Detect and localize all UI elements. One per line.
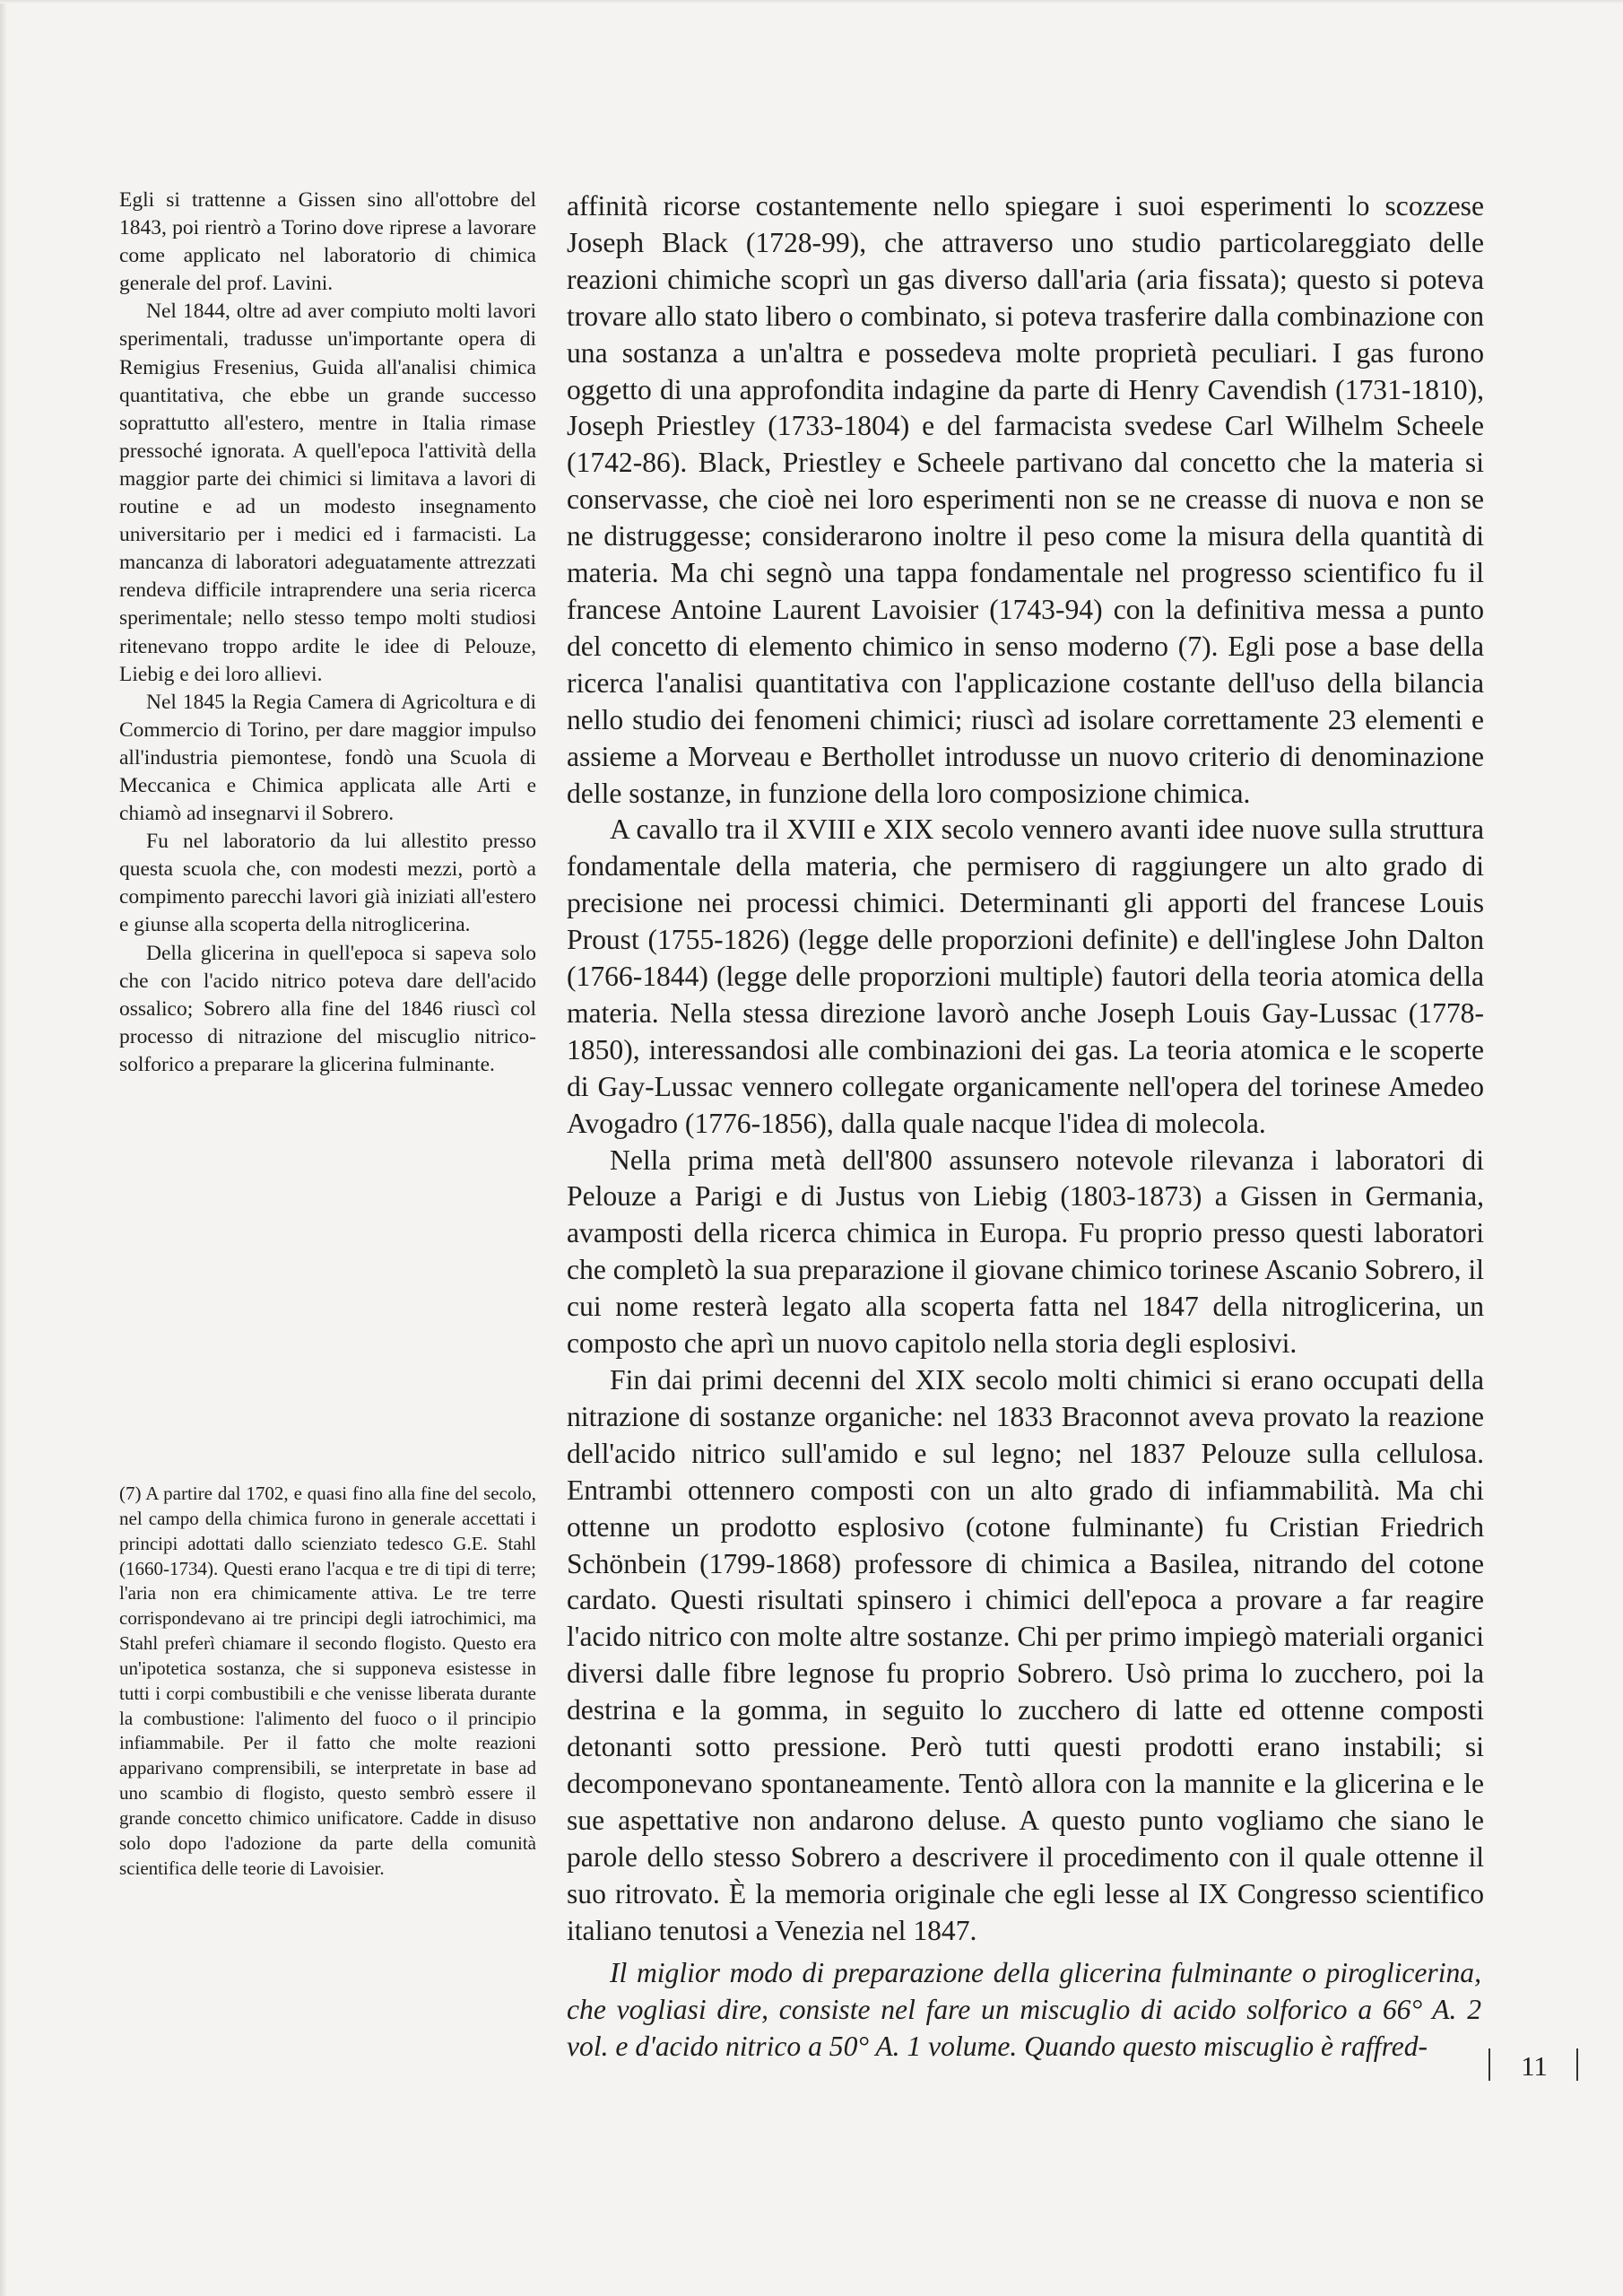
page-binding-edge <box>0 0 7 2296</box>
sobrero-quotation <box>567 1955 1481 2066</box>
body-paragraph: A cavallo tra il XVIII e XIX secolo vennero avanti idee nuove sulla struttura fondamentale della materia, che permisero di raggiungere un alto grado di precisione nei processi chimici. Determinanti gli apporti del francese Louis Proust (1755-1826) (legge delle proporzioni definite) e dell'inglese John Dalton (1766-1844) (legge delle proporzioni multiple) fautori della teoria atomica della materia. Nella stessa direzione lavorò anche Joseph Louis Gay-Lussac (1778-1850), interessandosi alle combinazioni dei gas. La teoria atomica e le scoperte di Gay-Lussac vennero collegate organicamente nell'opera del torinese Amedeo Avogadro (1776-1856), dalla quale nacque l'idea di molecola. <box>567 813 1484 1139</box>
biography-paragraph: Della glicerina in quell'epoca si sapeva solo che con l'acido nitrico poteva dare dell'acido ossalico; Sobrero alla fine del 1846 riuscì col processo di nitrazione del miscuglio nitrico-solforico a preparare la glicerina fulminante. <box>119 941 536 1076</box>
page-number-left-rule <box>1488 2048 1490 2081</box>
page-top-edge <box>0 0 1623 4</box>
body-paragraph: affinità ricorse costantemente nello spiegare i suoi esperimenti lo scozzese Joseph Black (1728-99), che attraverso uno studio particolareggiato delle reazioni chimiche scoprì un gas diverso dall'aria (aria fissata); questo si poteva trovare allo stato libero o combinato, si poteva trasferire dalla combinazione con una sostanza a un'altra e possedeva molte proprietà peculiari. I gas furono oggetto di una approfondita indagine da parte di Henry Cavendish (1731-1810), Joseph Priestley (1733-1804) e del farmacista svedese Carl Wilhelm Scheele (1742-86). Black, Priestley e Scheele partivano dal concetto che la materia si conservasse, che cioè nei loro esperimenti non se ne creasse di nuova e non se ne distruggesse; considerarono inoltre il peso come la misura della quantità di materia. Ma chi segnò una tappa fondamentale nel progresso scientifico fu il francese Antoine Laurent Lavoisier (1743-94) con la definitiva messa a punto del concetto di elemento chimico in senso moderno (7). Egli pose a base della ricerca l'analisi quantitativa con l'applicazione costante dell'uso della bilancia nello studio dei fenomeni chimici; riuscì ad isolare correttamente 23 elementi e assieme a Morveau e Berthollet introdusse un nuovo criterio di denominazione delle sostanze, in funzione della loro composizione chimica. <box>567 190 1484 809</box>
quotation-text: Il miglior modo di preparazione della glicerina fulminante o piroglicerina, che vogliasi dire, consiste nel fare un miscuglio di acido solforico a 66° A. 2 vol. e d'acido nitrico a 50° A. 1 volume. Quando questo miscuglio è raffred- <box>567 1957 1481 2062</box>
body-paragraph: Fin dai primi decenni del XIX secolo molti chimici si erano occupati della nitrazione di sostanze organiche: nel 1833 Braconnot aveva provato la reazione dell'acido nitrico sull'amido e sul legno; nel 1837 Pelouze sulla cellulosa. Entrambi ottennero composti con un alto grado di infiammabilità. Ma chi ottenne un prodotto esplosivo (cotone fulminante) fu Cristian Friedrich Schönbein (1799-1868) professore di chimica a Basilea, nitrando del cotone cardato. Questi risultati spinsero i chimici dell'epoca a provare a far reagire l'acido nitrico con molte altre sostanze. Chi per primo impiegò materiali organici diversi dalle fibre legnose fu proprio Sobrero. Usò prima lo zucchero, poi la destrina e la gomma, in seguito lo zucchero di latte ed ottenne composti detonanti sotto pressione. Però tutti questi prodotti erano instabili; si decomponevano spontaneamente. Tentò allora con la mannite e la glicerina e le sue aspettative non andarono deluse. A questo punto vogliamo che siano le parole dello stesso Sobrero a descrivere il procedimento con il quale ottenne il suo ritrovato. È la memoria originale che egli lesse al IX Congresso scientifico italiano tenutosi a Venezia nel 1847. <box>567 1364 1484 1946</box>
footnote-7 <box>119 1482 536 1882</box>
main-text-column <box>567 188 1484 1950</box>
page-number: 11 <box>1521 2050 1548 2082</box>
page-number-right-rule <box>1576 2048 1578 2081</box>
body-paragraph: Nella prima metà dell'800 assunsero notevole rilevanza i laboratori di Pelouze a Parigi e di Justus von Liebig (1803-1873) a Gissen in Germania, avamposti della ricerca chimica in Europa. Fu proprio presso questi laboratori che completò la sua preparazione il giovane chimico torinese Ascanio Sobrero, il cui nome resterà legato alla scoperta fatta nel 1847 della nitroglicerina, un composto che aprì un nuovo capitolo nella storia degli esplosivi. <box>567 1144 1484 1360</box>
footnote-text: (7) A partire dal 1702, e quasi fino alla fine del secolo, nel campo della chimica furono in generale accettati i principi adottati dallo scienziato tedesco G.E. Stahl (1660-1734). Questi erano l'acqua e tre di tipi di terre; l'aria non era chimicamente attiva. Le tre terre corrispondevano ai tre principi degli iatrochimici, ma Stahl preferì chiamare il secondo flogisto. Questo era un'ipotetica sostanza, che si supponeva esistesse in tutti i corpi combustibili e che venisse liberata durante la combustione: l'alimento del fuoco o il principio infiammabile. Per il fatto che molte reazioni apparivano comprensibili, se interpretate in base ad uno scambio di flogisto, questo sembrò essere il grande concetto chimico unificatore. Cadde in disuso solo dopo l'adozione da parte della comunità scientifica delle teorie di Lavoisier. <box>119 1483 536 1879</box>
page-number-marker <box>1486 2047 1593 2086</box>
sidebar-biography-column <box>119 187 536 1079</box>
biography-paragraph: Nel 1845 la Regia Camera di Agricoltura e di Commercio di Torino, per dare maggior impulso all'industria piemontese, fondò una Scuola di Meccanica e Chimica applicata alle Arti e chiamò ad insegnarvi il Sobrero. <box>119 690 536 826</box>
biography-paragraph: Egli si trattenne a Gissen sino all'ottobre del 1843, poi rientrò a Torino dove riprese a lavorare come applicato nel laboratorio di chimica generale del prof. Lavini. <box>119 188 536 296</box>
biography-paragraph: Fu nel laboratorio da lui allestito presso questa scuola che, con modesti mezzi, portò a compimento parecchi lavori già iniziati all'estero e giunse alla scoperta della nitroglicerina. <box>119 830 536 937</box>
biography-paragraph: Nel 1844, oltre ad aver compiuto molti lavori sperimentali, tradusse un'importante opera di Remigius Fresenius, Guida all'analisi chimica quantitativa, che ebbe un grande successo soprattutto all'estero, mentre in Italia rimase pressoché ignorata. A quell'epoca l'attività della maggior parte dei chimici si limitava a lavori di routine e ad un modesto insegnamento universitario per i medici ed i farmacisti. La mancanza di laboratori adeguatamente attrezzati rendeva difficile intraprendere una seria ricerca sperimentale; nello stesso tempo molti studiosi ritenevano troppo ardite le idee di Pelouze, Liebig e dei loro allievi. <box>119 300 536 686</box>
